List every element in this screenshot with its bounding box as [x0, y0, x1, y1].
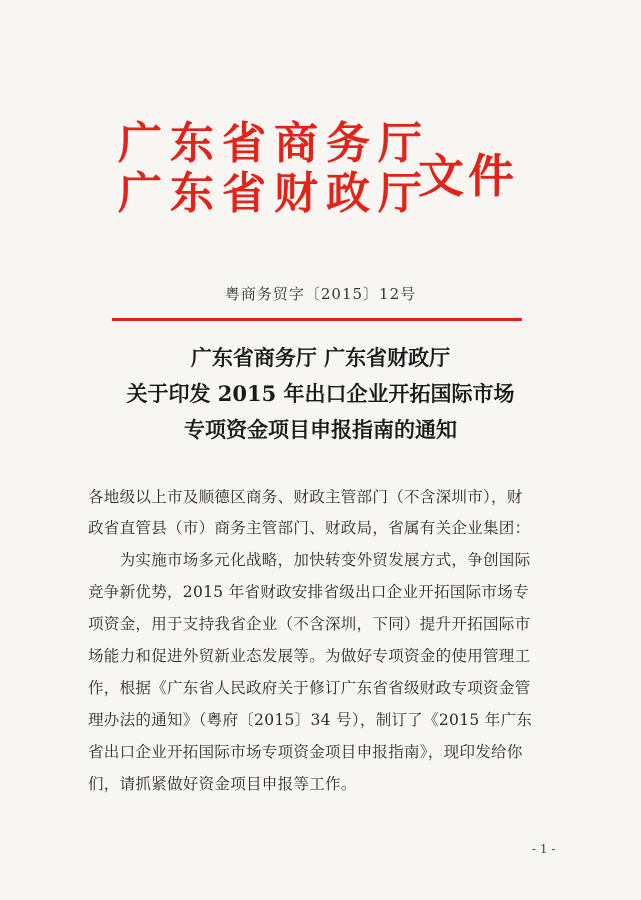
document-type-label: 文件 — [418, 149, 518, 203]
body-line: 政省直管县（市）商务主管部门、财政局，省属有关企业集团： — [88, 519, 531, 537]
body-line: 作，根据《广东省人民政府关于修订广东省省级财政专项资金管 — [88, 679, 531, 697]
body-line: 项资金，用于支持我省企业（不含深圳，下同）提升开拓国际市 — [88, 615, 531, 633]
body-line: 竞争新优势，2015 年省财政安排省级出口企业开拓国际市场专 — [88, 583, 529, 601]
document-number: 粤商务贸字〔2015〕12号 — [224, 285, 417, 303]
page-number: - 1 - — [532, 842, 556, 856]
title-line-1: 广东省商务厅 广东省财政厅 — [190, 345, 451, 370]
body-line: 场能力和促进外贸新业态发展等。为做好专项资金的使用管理工 — [88, 647, 531, 665]
body-line: 们，请抓紧做好资金项目申报等工作。 — [88, 775, 357, 793]
body-line: 为实施市场多元化战略，加快转变外贸发展方式，争创国际 — [88, 551, 531, 569]
red-divider-line — [112, 318, 522, 321]
body-line: 理办法的通知》（粤府〔2015〕34 号），制订了《2015 年广东 — [88, 711, 533, 729]
body-line: 各地级以上市及顺德区商务、财政主管部门（不含深圳市），财 — [88, 488, 523, 506]
title-line-3: 专项资金项目申报指南的通知 — [184, 417, 457, 442]
issuer-line-finance: 广东省财政厅 — [118, 168, 430, 219]
title-line-2: 关于印发 2015 年出口企业开拓国际市场 — [126, 381, 515, 406]
body-line: 省出口企业开拓国际市场专项资金项目申报指南》，现印发给你 — [88, 743, 523, 761]
issuer-line-commerce: 广东省商务厅 — [118, 118, 430, 169]
